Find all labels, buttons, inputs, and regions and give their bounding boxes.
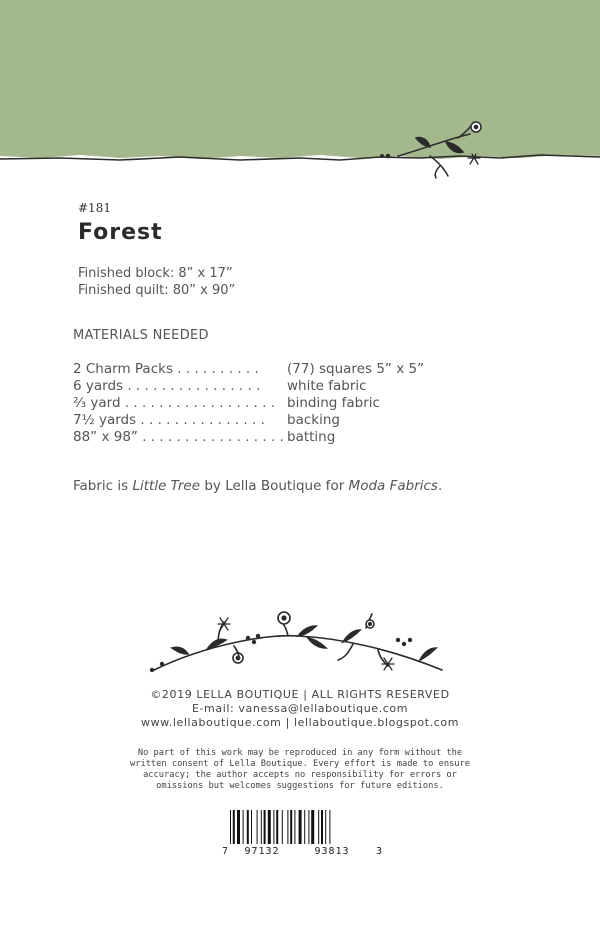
fabric-collection: Little Tree bbox=[132, 478, 201, 494]
page-title: Forest bbox=[78, 220, 163, 245]
disclaimer-line: written consent of Lella Boutique. Every effort is made to ensure bbox=[130, 759, 470, 769]
material-quantity: 6 yards . . . . . . . . . . . . . . . . bbox=[73, 378, 261, 394]
header-band bbox=[0, 0, 600, 190]
list-item bbox=[73, 361, 453, 378]
fabric-manufacturer: Moda Fabrics bbox=[348, 478, 438, 494]
barcode-bar bbox=[247, 810, 249, 844]
barcode-bar bbox=[230, 810, 231, 844]
copyright-block bbox=[0, 688, 600, 730]
barcode-bar bbox=[264, 810, 266, 844]
material-description: binding fabric bbox=[287, 395, 380, 411]
barcode-bar bbox=[287, 810, 288, 844]
barcode-bar bbox=[273, 810, 274, 844]
barcode-bar bbox=[251, 810, 252, 844]
disclaimer bbox=[0, 748, 600, 792]
materials-list bbox=[73, 361, 453, 446]
material-quantity: 2 Charm Packs . . . . . . . . . . bbox=[73, 361, 259, 377]
barcode-digit-first: 7 bbox=[222, 846, 229, 857]
barcode-icon bbox=[222, 808, 382, 866]
fabric-credit bbox=[73, 478, 442, 494]
website-line: www.lellaboutique.com | lellaboutique.blogspot.com bbox=[140, 716, 460, 729]
list-item bbox=[73, 378, 453, 395]
material-description: batting bbox=[287, 429, 336, 445]
material-description: (77) squares 5” x 5” bbox=[287, 361, 425, 377]
barcode-bar bbox=[257, 810, 258, 844]
finished-quilt: Finished quilt: 80” x 90” bbox=[78, 283, 236, 298]
barcode-bar bbox=[304, 810, 305, 844]
barcode-digit-last: 3 bbox=[376, 846, 382, 857]
barcode-bar bbox=[325, 810, 326, 844]
barcode-bar bbox=[237, 810, 240, 844]
material-description: white fabric bbox=[287, 378, 367, 394]
fabric-prefix: Fabric is bbox=[73, 478, 133, 494]
barcode-bar bbox=[311, 810, 314, 844]
floral-vine-icon bbox=[148, 604, 448, 680]
barcode-bar bbox=[294, 810, 295, 844]
barcode-bar bbox=[282, 810, 283, 844]
finished-sizes bbox=[78, 265, 235, 299]
list-item bbox=[73, 429, 453, 446]
barcode-group-left: 97132 bbox=[244, 846, 280, 857]
barcode-bar bbox=[308, 810, 309, 844]
disclaimer-line: accuracy; the author accepts no responsibility for errors or bbox=[143, 770, 457, 780]
list-item bbox=[73, 395, 453, 412]
barcode-bar bbox=[329, 810, 330, 844]
barcode-bar bbox=[243, 810, 244, 844]
material-quantity: ⅔ yard . . . . . . . . . . . . . . . . . . bbox=[73, 395, 276, 411]
pattern-number: #181 bbox=[78, 201, 111, 215]
barcode-bar bbox=[268, 810, 271, 844]
disclaimer-line: omissions but welcomes suggestions for future editions. bbox=[156, 781, 444, 791]
email-line: E-mail: vanessa@lellaboutique.com bbox=[191, 702, 409, 715]
material-quantity: 7½ yards . . . . . . . . . . . . . . . bbox=[73, 412, 265, 428]
fabric-middle: by Lella Boutique for bbox=[200, 478, 349, 494]
barcode-bar bbox=[261, 810, 262, 844]
disclaimer-line: No part of this work may be reproduced in any form without the bbox=[137, 748, 463, 758]
copyright-line: ©2019 LELLA BOUTIQUE | ALL RIGHTS RESERVED bbox=[150, 688, 450, 701]
finished-block: Finished block: 8” x 17” bbox=[78, 266, 233, 281]
barcode-bar bbox=[233, 810, 235, 844]
barcode-bar bbox=[290, 810, 292, 844]
barcode-group-right: 93813 bbox=[314, 846, 350, 857]
header-green-area bbox=[0, 0, 600, 159]
material-quantity: 88” x 98” . . . . . . . . . . . . . . . . . bbox=[73, 429, 284, 445]
barcode-bar bbox=[321, 810, 323, 844]
material-description: backing bbox=[287, 412, 340, 428]
fabric-suffix: . bbox=[437, 478, 443, 494]
list-item bbox=[73, 412, 453, 429]
barcode-bar bbox=[299, 810, 302, 844]
barcode-bar bbox=[318, 810, 319, 844]
barcode-bars bbox=[230, 810, 330, 844]
materials-heading: MATERIALS NEEDED bbox=[73, 328, 209, 343]
barcode-bar bbox=[276, 810, 278, 844]
